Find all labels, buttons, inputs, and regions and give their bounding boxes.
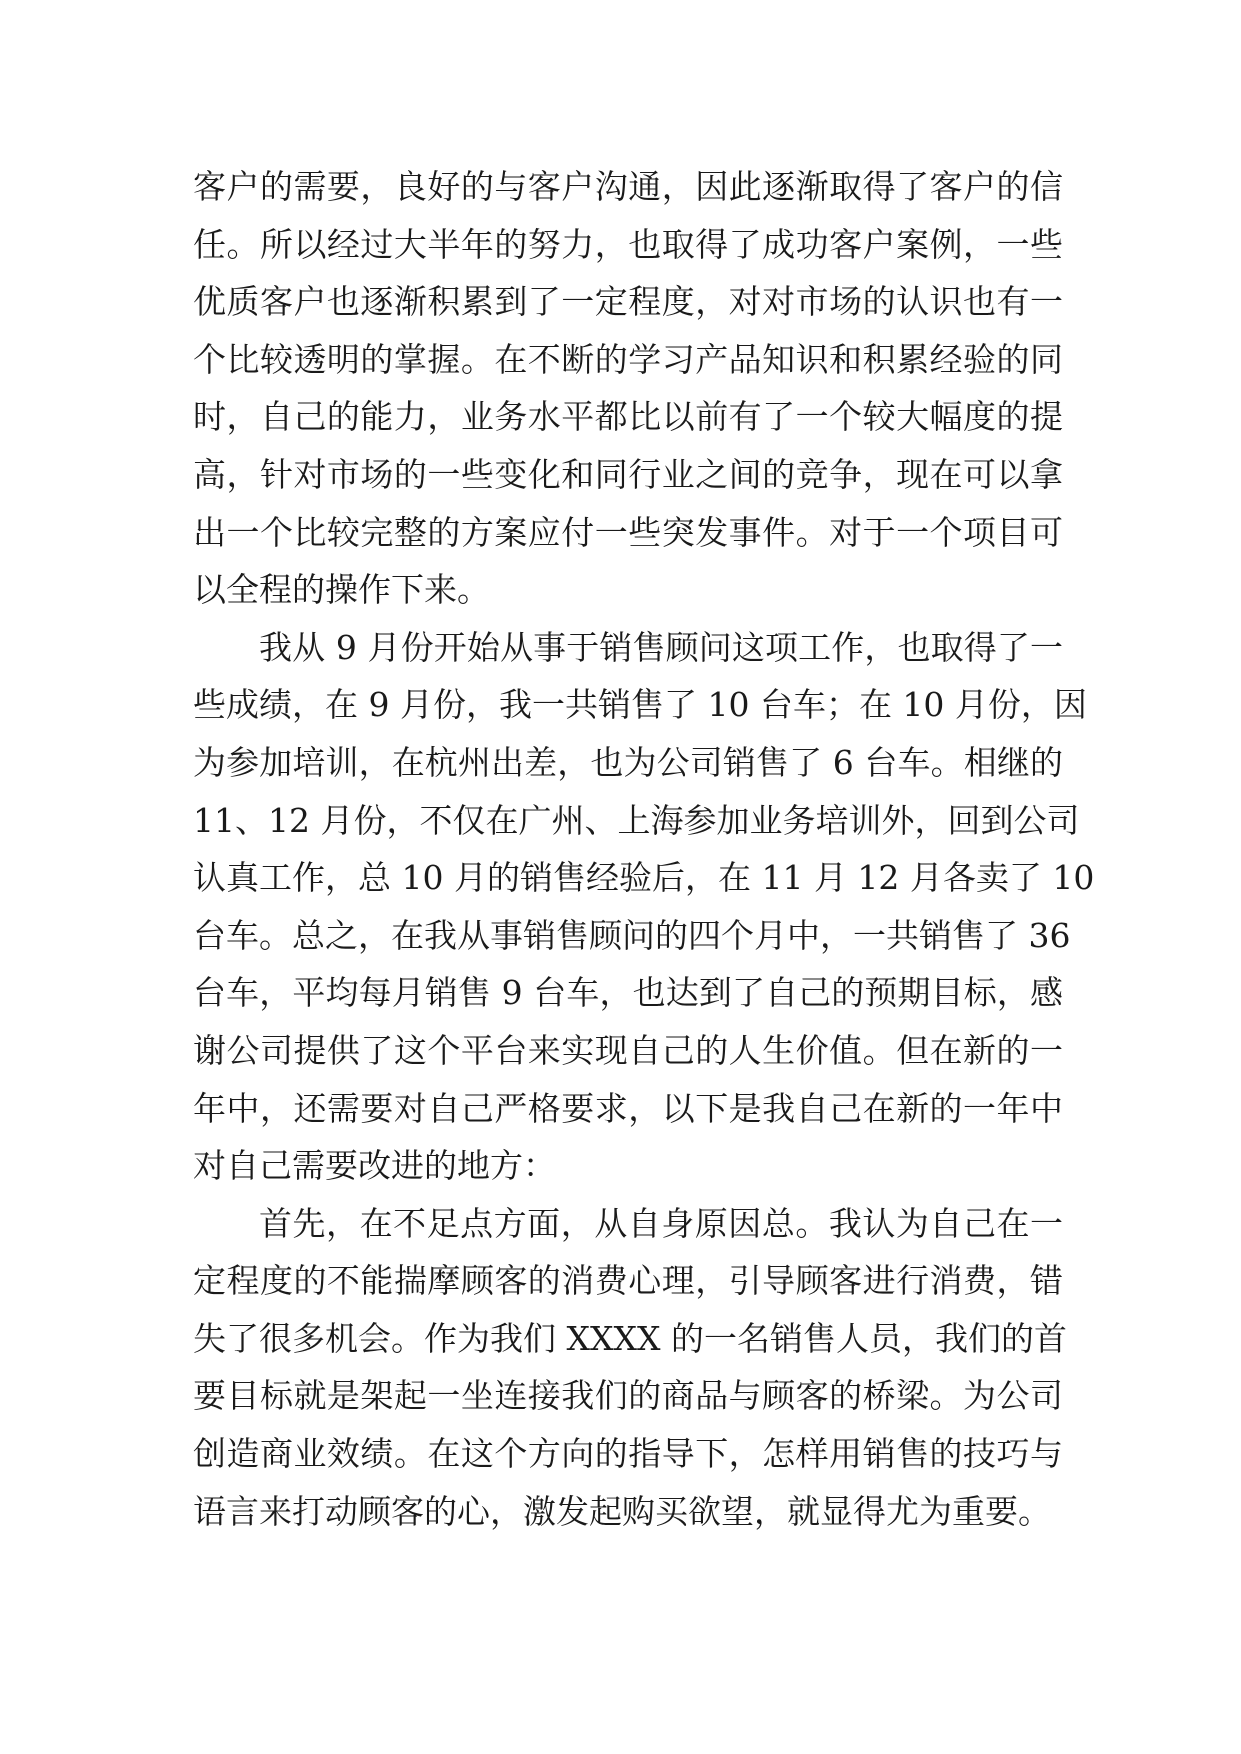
text-line: 语言来打动顾客的心，激发起购买欲望，就显得尤为重要。 (193, 1491, 1051, 1531)
text-line: 失了很多机会。作为我们 XXXX 的一名销售人员，我们的首 (193, 1318, 1067, 1358)
text-line: 时，自己的能力，业务水平都比以前有了一个较大幅度的提 (193, 397, 1063, 437)
text-line: 要目标就是架起一坐连接我们的商品与顾客的桥梁。为公司 (193, 1376, 1063, 1416)
text-line: 客户的需要，良好的与客户沟通，因此逐渐取得了客户的信 (193, 167, 1063, 206)
text-line: 定程度的不能揣摩顾客的消费心理，引导顾客进行消费，错 (193, 1261, 1063, 1301)
text-line: 些成绩，在 9 月份，我一共销售了 10 台车；在 10 月份，因 (193, 685, 1087, 725)
text-line: 11、12 月份，不仅在广州、上海参加业务培训外，回到公司 (193, 800, 1080, 840)
paragraph-end-line: 对自己需要改进的地方： (193, 1146, 556, 1186)
paragraph-first-line: 首先，在不足点方面，从自身原因总。我认为自己在一 (259, 1203, 1063, 1243)
text-line: 台车，平均每月销售 9 台车，也达到了自己的预期目标，感 (193, 973, 1063, 1013)
text-line: 个比较透明的掌握。在不断的学习产品知识和积累经验的同 (193, 339, 1063, 379)
text-line: 出一个比较完整的方案应付一些突发事件。对于一个项目可 (193, 512, 1063, 552)
text-line: 优质客户也逐渐积累到了一定程度，对对市场的认识也有一 (193, 282, 1063, 322)
text-line: 年中，还需要对自己严格要求，以下是我自己在新的一年中 (193, 1088, 1063, 1128)
text-line: 创造商业效绩。在这个方向的指导下，怎样用销售的技巧与 (193, 1434, 1063, 1474)
text-line: 台车。总之，在我从事销售顾问的四个月中，一共销售了 36 (193, 915, 1071, 955)
body-text (193, 158, 1095, 1540)
paragraph-end-line: 以全程的操作下来。 (193, 570, 490, 610)
text-line: 认真工作，总 10 月的销售经验后，在 11 月 12 月各卖了 10 (193, 858, 1095, 898)
paragraph-first-line: 我从 9 月份开始从事于销售顾问这项工作，也取得了一 (259, 627, 1063, 667)
text-line: 为参加培训，在杭州出差，也为公司销售了 6 台车。相继的 (193, 742, 1063, 782)
text-line: 高，针对市场的一些变化和同行业之间的竞争，现在可以拿 (193, 454, 1063, 494)
text-line: 任。所以经过大半年的努力，也取得了成功客户案例，一些 (193, 224, 1063, 264)
text-line: 谢公司提供了这个平台来实现自己的人生价值。但在新的一 (193, 1030, 1063, 1070)
